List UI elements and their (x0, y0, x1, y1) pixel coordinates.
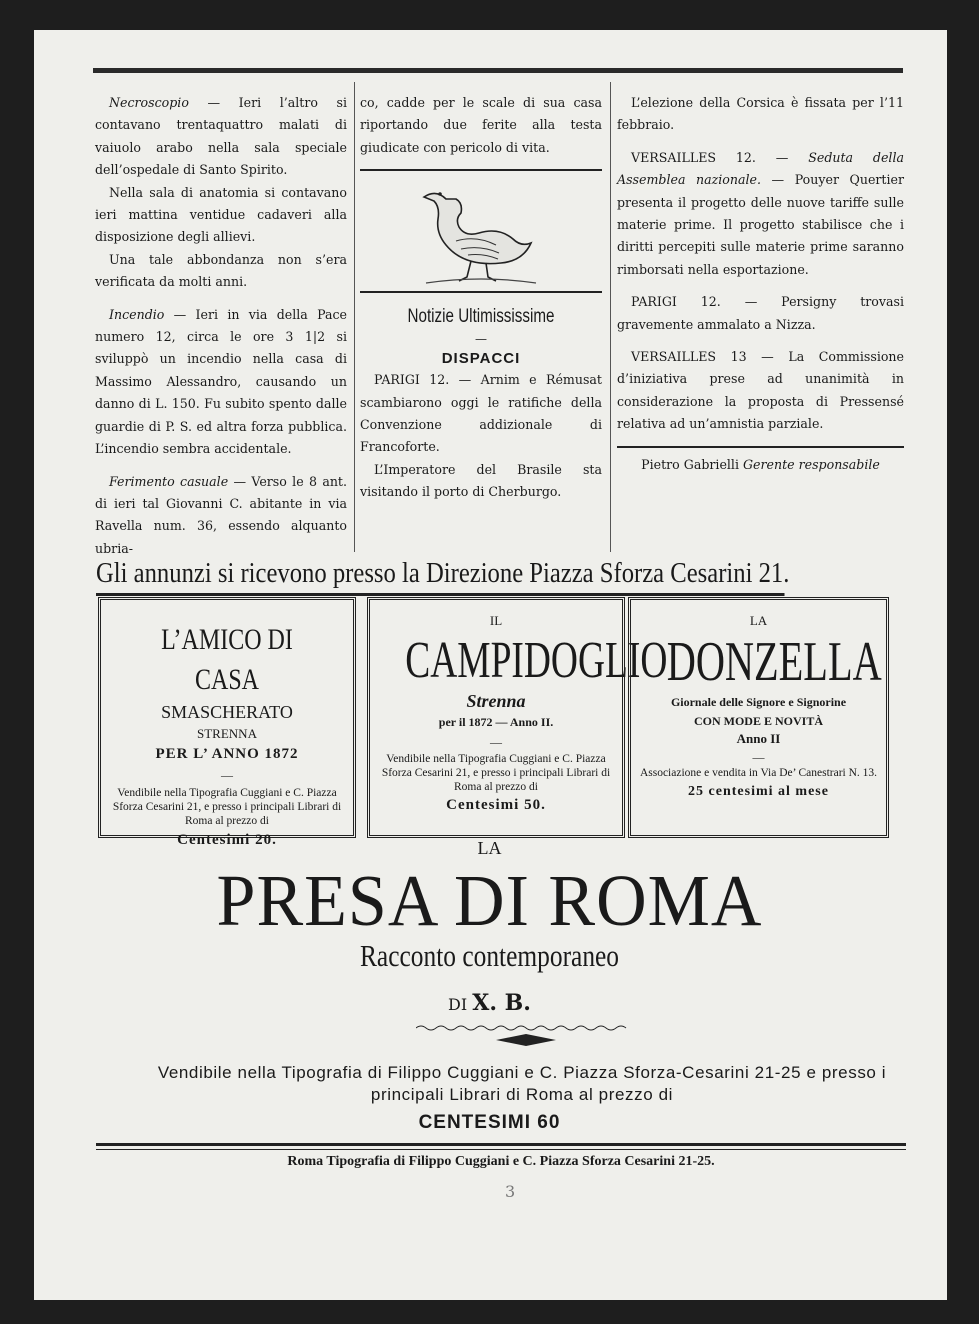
column-divider (610, 82, 611, 552)
ad3-mode: CON MODE E NOVITÀ (693, 714, 823, 728)
ad2-sale: Vendibile nella Tipografia Cuggiani e C. Piazza Sforza Cesarini 21, e presso i principali Librari di Roma al prezzo di (381, 753, 611, 793)
ad2-year: per il 1872 — Anno II. (438, 715, 554, 729)
ad3-price: 25 centesimi al mese (688, 784, 829, 799)
necroscopio-label: Necroscopio (109, 95, 189, 110)
abbondanza-paragraph: Una tale abbondanza non s’era verificata da molti anni. (95, 251, 347, 290)
page-number: 3 (505, 1182, 516, 1201)
presa-di: DI (448, 995, 468, 1014)
necroscopio-paragraph (95, 92, 347, 182)
dash: — (475, 332, 487, 347)
ornament-rule-icon (416, 1020, 636, 1050)
dispacci-heading: DISPACCI (441, 350, 521, 368)
anatomia-paragraph: Nella sala di anatomia si contavano ieri mattina ventidue cadaveri alla disposizione degli allievi. (95, 184, 347, 245)
advertising-banner: Gli annunzi si ricevono presso la Direzione Piazza Sforza Cesarini 21. (96, 553, 785, 596)
ad3-title: DONZELLA (666, 631, 882, 693)
signature-name: Pietro Gabrielli (641, 456, 739, 472)
notizie-title: Notizie Ultimississime (407, 306, 555, 328)
ad2-article: IL (489, 613, 503, 628)
incendio-paragraph (95, 304, 347, 461)
presa-author: X. B. (472, 990, 531, 1016)
ad3-anno: Anno II (736, 731, 781, 746)
bottom-rule (96, 1149, 906, 1150)
section-rule (360, 169, 602, 171)
top-rule (93, 68, 903, 73)
ad1-title: L’AMICO DI CASA (161, 623, 293, 696)
column-2 (360, 92, 602, 504)
versailles-12-text: — Pouyer Quertier presenta il progetto delle nuove tariffe sulle materie prime. Il progetto stabilisce che i diritti percepiti sulle materie prime saranno rimborsati nella esportazione. (617, 172, 904, 277)
goose-illustration-icon (416, 179, 546, 289)
ferimento-paragraph (95, 471, 347, 561)
ad2-title: CAMPIDOGLIO (405, 632, 668, 689)
presa-sale-info: Vendibile nella Tipografia di Filippo Cuggiani e C. Piazza Sforza-Cesarini 21-25 e presso i principali Librari di Roma al prezzo di (157, 1063, 887, 1104)
signature-role: Gerente responsabile (743, 456, 880, 472)
ad1-subtitle: SMASCHERATO (161, 702, 293, 722)
ad1-price: Centesimi 20. (177, 832, 277, 848)
ad3-assoc: Associazione e vendita in Via De’ Canestrari N. 13. (639, 767, 878, 779)
presa-subtitle: Racconto contemporaneo (359, 938, 620, 973)
incendio-label: Incendio (109, 306, 165, 322)
ad3-dash: — (752, 750, 765, 764)
ad2-dash: — (490, 735, 502, 749)
ad1-dash: — (221, 768, 233, 782)
section-rule (617, 446, 904, 448)
ad1-strenna: STRENNA (197, 726, 257, 741)
presa-title: PRESA DI ROMA (216, 861, 763, 942)
ad-campidoglio (367, 597, 668, 838)
ad-amico-di-casa (98, 597, 356, 848)
corsica-paragraph: L’elezione della Corsica è fissata per l’11 febbraio. (617, 95, 904, 133)
column-1 (95, 92, 347, 560)
dispaccio-1: PARIGI 12. — Arnim e Rémusat scambiarono oggi le ratifiche della Convenzione addizionale di Francoforte. (360, 372, 602, 455)
presa-price: CENTESIMI 60 (418, 1112, 561, 1133)
versailles-13-paragraph: VERSAILLES 13 — La Commissione d’iniziativa prese ad unanimità in considerazione la proposta di Pressensé relativa ad un’amnistia parziale. (617, 349, 904, 432)
ad3-subtitle: Giornale delle Signore e Signorine (670, 695, 847, 709)
column-divider (354, 82, 355, 552)
section-rule (360, 291, 602, 293)
printer-footer: Roma Tipografia di Filippo Cuggiani e C. Piazza Sforza Cesarini 21-25. (287, 1154, 715, 1169)
column2-top-text: co, cadde per le scale di sua casa riportando due ferite alla testa giudicate con pericolo di vita. (360, 95, 602, 155)
ferimento-text: — Verso le 8 ant. di ieri tal Giovanni C. abitante in via Ravella num. 36, essendo alquanto ubria- (95, 473, 348, 556)
bottom-rule (96, 1143, 906, 1146)
necroscopio-text: — Ieri l’altro si contavano trentaquattro malati di vaiuolo arabo nella sala speciale dell’ospedale di Santo Spirito. (95, 95, 347, 178)
versailles-12-paragraph (617, 147, 904, 281)
ferimento-label: Ferimento casuale (109, 473, 229, 489)
incendio-text: — Ieri in via della Pace numero 12, circa le ore 3 1|2 si sviluppò un incendio nella casa di Massimo Alessandro, causando un danno di L. 150. Fu subito spento dalle guardie di P. S. ed altra forza pubblica. L’incendio sembra accidentale. (95, 306, 347, 457)
versailles-12-head: VERSAILLES 12. — (631, 149, 809, 165)
versailles-12-italic: Seduta della Assemblea nazionale. (617, 149, 904, 188)
presa-article: LA (477, 838, 502, 858)
ad2-strenna: Strenna (466, 691, 526, 711)
ad2-price: Centesimi 50. (446, 797, 546, 813)
signature (617, 454, 904, 476)
ad1-sale: Vendibile nella Tipografia Cuggiani e C. Piazza Sforza Cesarini 21, e presso i principali Librari di Roma al prezzo di (112, 787, 342, 827)
ad1-year: PER L’ ANNO 1872 (155, 746, 299, 762)
ad-donzella (628, 597, 889, 838)
ad3-article: LA (749, 613, 768, 628)
column-3 (617, 92, 904, 476)
persigny-paragraph: PARIGI 12. — Persigny trovasi gravemente ammalato a Nizza. (617, 294, 904, 332)
dispaccio-2: L’Imperatore del Brasile sta visitando il porto di Cherburgo. (360, 461, 602, 500)
presa-author-line (0, 990, 979, 1016)
